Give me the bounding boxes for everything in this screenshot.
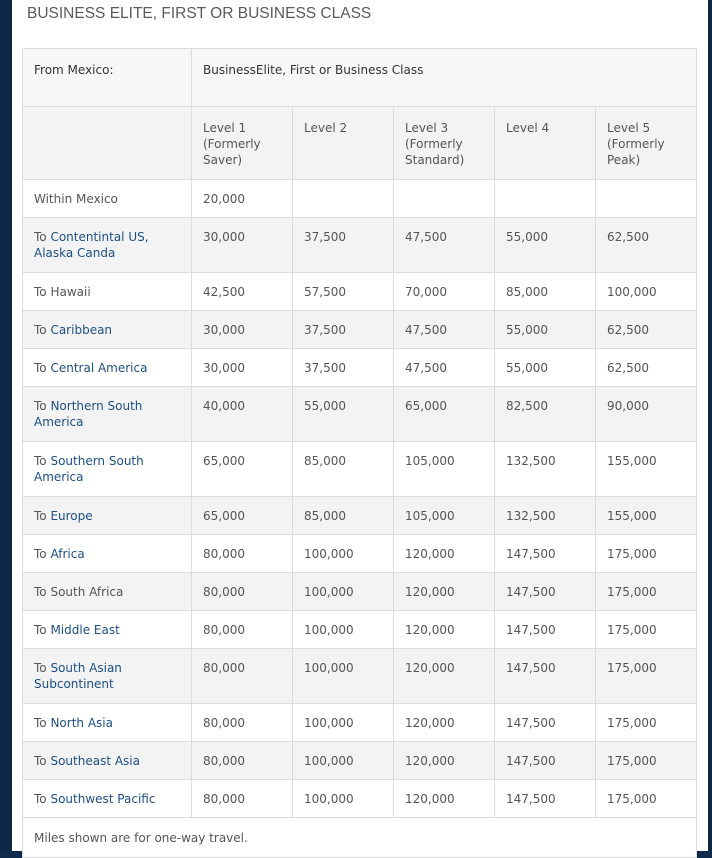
miles-cell-level-1: 30,000 [192,311,293,349]
destination-prefix: To [34,623,51,637]
miles-cell-level-2: 100,000 [293,649,394,704]
table-row [23,704,697,742]
miles-cell-level-3: 120,000 [394,535,495,573]
miles-cell-level-4: 147,500 [495,649,596,704]
miles-cell-level-2: 85,000 [293,497,394,535]
miles-cell-level-5: 90,000 [596,387,697,442]
table-row [23,742,697,780]
table-row [23,497,697,535]
miles-cell-level-3: 120,000 [394,573,495,611]
miles-cell-level-5 [596,180,697,218]
miles-cell-level-2: 37,500 [293,311,394,349]
miles-cell-level-3: 105,000 [394,442,495,497]
miles-cell-level-4: 147,500 [495,704,596,742]
miles-cell-level-2: 55,000 [293,387,394,442]
miles-cell-level-1: 20,000 [192,180,293,218]
destination-prefix: To [34,454,51,468]
destination-cell [23,704,192,742]
miles-cell-level-4: 147,500 [495,742,596,780]
destination-prefix: To [34,547,51,561]
table-row [23,349,697,387]
level-header: Level 5 (Formerly Peak) [596,107,697,180]
miles-cell-level-4: 55,000 [495,311,596,349]
destination-cell [23,387,192,442]
miles-cell-level-3 [394,180,495,218]
miles-cell-level-2 [293,180,394,218]
table-row [23,442,697,497]
table-row [23,180,697,218]
destination-prefix: To [34,285,51,299]
miles-cell-level-1: 65,000 [192,442,293,497]
destination-prefix: To [34,661,51,675]
miles-cell-level-4: 132,500 [495,442,596,497]
miles-cell-level-5: 175,000 [596,535,697,573]
destination-link[interactable]: South Asian Subcontinent [34,661,122,691]
miles-cell-level-5: 155,000 [596,442,697,497]
destination-link[interactable]: Central America [50,361,148,375]
miles-cell-level-5: 100,000 [596,273,697,311]
miles-cell-level-5: 175,000 [596,611,697,649]
miles-cell-level-5: 175,000 [596,704,697,742]
miles-cell-level-3: 120,000 [394,704,495,742]
destination-link[interactable]: Middle East [50,623,120,637]
destination-prefix: To [34,792,51,806]
miles-cell-level-4: 55,000 [495,218,596,273]
destination-link[interactable]: Southwest Pacific [50,792,156,806]
table-row [23,387,697,442]
destination-link[interactable]: Africa [50,547,85,561]
miles-cell-level-4: 82,500 [495,387,596,442]
page-frame-left [0,0,12,851]
miles-cell-level-1: 80,000 [192,780,293,818]
destination-cell [23,311,192,349]
table-row [23,649,697,704]
destination-cell [23,573,192,611]
miles-cell-level-5: 175,000 [596,649,697,704]
section-title: BUSINESS ELITE, FIRST OR BUSINESS CLASS [27,5,372,22]
miles-cell-level-5: 175,000 [596,573,697,611]
miles-cell-level-2: 100,000 [293,611,394,649]
miles-cell-level-3: 120,000 [394,611,495,649]
miles-cell-level-4: 147,500 [495,573,596,611]
destination-link[interactable]: Southern South America [34,454,144,484]
miles-cell-level-1: 80,000 [192,611,293,649]
miles-cell-level-2: 37,500 [293,349,394,387]
destination-link[interactable]: Caribbean [50,323,113,337]
miles-cell-level-1: 40,000 [192,387,293,442]
destination-link[interactable]: Contentintal US, Alaska Canda [34,230,149,260]
miles-cell-level-3: 120,000 [394,649,495,704]
miles-cell-level-1: 80,000 [192,704,293,742]
miles-cell-level-3: 65,000 [394,387,495,442]
miles-cell-level-5: 175,000 [596,742,697,780]
destination-cell [23,180,192,218]
page-frame-right [708,0,712,851]
destination-cell [23,218,192,273]
destination-prefix: To [34,230,51,244]
miles-cell-level-4: 147,500 [495,535,596,573]
destination-label: South Africa [50,585,124,599]
destination-cell [23,349,192,387]
miles-cell-level-3: 47,500 [394,311,495,349]
destination-prefix: To [34,716,51,730]
level-header: Level 4 [495,107,596,180]
destination-prefix: To [34,509,51,523]
destination-cell [23,273,192,311]
miles-cell-level-1: 80,000 [192,742,293,780]
empty-header-cell [23,107,192,180]
destination-cell [23,442,192,497]
miles-cell-level-4: 147,500 [495,780,596,818]
table-row [23,611,697,649]
destination-label: Hawaii [50,285,91,299]
table-row [23,218,697,273]
miles-cell-level-4: 85,000 [495,273,596,311]
table-row [23,535,697,573]
miles-cell-level-2: 100,000 [293,742,394,780]
miles-cell-level-3: 47,500 [394,349,495,387]
table-row [23,273,697,311]
destination-prefix: To [34,399,51,413]
destination-link[interactable]: Europe [50,509,93,523]
miles-cell-level-1: 30,000 [192,349,293,387]
miles-cell-level-1: 80,000 [192,535,293,573]
destination-cell [23,649,192,704]
miles-cell-level-3: 47,500 [394,218,495,273]
destination-cell [23,611,192,649]
miles-cell-level-4: 147,500 [495,611,596,649]
destination-cell [23,780,192,818]
destination-link[interactable]: Northern South America [34,399,143,429]
miles-cell-level-5: 62,500 [596,311,697,349]
miles-cell-level-3: 70,000 [394,273,495,311]
destination-label: Within Mexico [34,192,118,206]
miles-cell-level-1: 80,000 [192,649,293,704]
miles-cell-level-3: 105,000 [394,497,495,535]
miles-cell-level-4: 132,500 [495,497,596,535]
destination-prefix: To [34,361,51,375]
miles-cell-level-5: 62,500 [596,218,697,273]
destination-prefix: To [34,323,51,337]
miles-cell-level-5: 155,000 [596,497,697,535]
destination-cell [23,535,192,573]
level-header: Level 1 (Formerly Saver) [192,107,293,180]
footnote: Miles shown are for one-way travel. [23,818,697,858]
table-row [23,311,697,349]
miles-cell-level-1: 30,000 [192,218,293,273]
table-row [23,780,697,818]
miles-cell-level-2: 100,000 [293,704,394,742]
miles-cell-level-2: 57,500 [293,273,394,311]
miles-cell-level-2: 100,000 [293,573,394,611]
levels-header-row [23,107,697,180]
miles-cell-level-3: 120,000 [394,780,495,818]
miles-cell-level-5: 175,000 [596,780,697,818]
miles-cell-level-2: 85,000 [293,442,394,497]
miles-cell-level-1: 65,000 [192,497,293,535]
miles-cell-level-5: 62,500 [596,349,697,387]
destination-prefix: To [34,754,51,768]
destination-link[interactable]: Southeast Asia [50,754,140,768]
footnote-row [23,818,697,858]
level-header: Level 2 [293,107,394,180]
origin-label: From Mexico: [23,49,192,107]
miles-cell-level-3: 120,000 [394,742,495,780]
award-chart-table [22,48,697,858]
destination-link[interactable]: North Asia [50,716,113,730]
table-header-row [23,49,697,107]
cabin-label: BusinessElite, First or Business Class [192,49,697,107]
level-header: Level 3 (Formerly Standard) [394,107,495,180]
miles-cell-level-2: 100,000 [293,780,394,818]
table-row [23,573,697,611]
miles-cell-level-1: 80,000 [192,573,293,611]
miles-cell-level-4: 55,000 [495,349,596,387]
miles-cell-level-2: 100,000 [293,535,394,573]
miles-cell-level-1: 42,500 [192,273,293,311]
destination-prefix: To [34,585,51,599]
content-panel [12,0,708,851]
destination-cell [23,742,192,780]
destination-cell [23,497,192,535]
miles-cell-level-4 [495,180,596,218]
miles-cell-level-2: 37,500 [293,218,394,273]
